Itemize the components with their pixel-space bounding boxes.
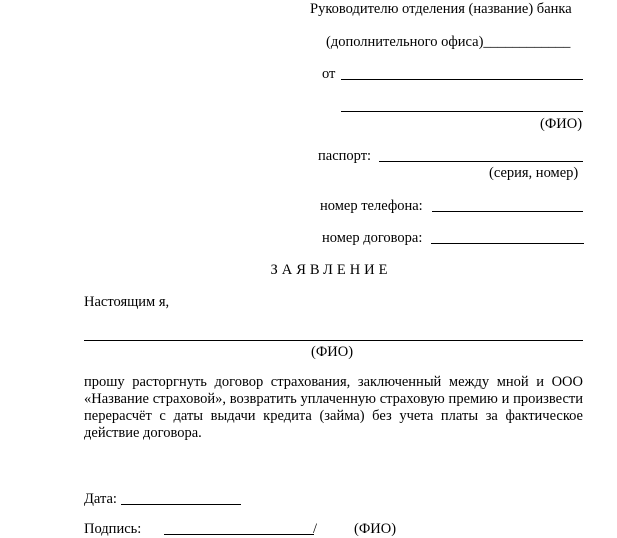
applicant-name-field[interactable] bbox=[341, 111, 583, 112]
contract-label: номер договора: bbox=[322, 230, 423, 246]
office-label: (дополнительного офиса) bbox=[326, 34, 484, 50]
contract-field[interactable] bbox=[431, 243, 584, 244]
passport-line bbox=[318, 147, 371, 165]
fio-hint-body: (ФИО) bbox=[311, 344, 354, 360]
passport-field[interactable] bbox=[379, 161, 583, 162]
signature-line bbox=[84, 520, 397, 538]
signature-fio-hint: (ФИО) bbox=[354, 521, 397, 537]
date-label: Дата: bbox=[84, 491, 117, 507]
date-field[interactable] bbox=[121, 504, 241, 505]
signature-label: Подпись: bbox=[84, 521, 142, 537]
intro-text: Настоящим я, bbox=[84, 294, 170, 310]
from-line bbox=[322, 65, 335, 83]
request-paragraph: прошу расторгнуть договор страхования, заключенный между мной и ООО «Название страховой», возвратить уплаченную страховую премию и произвести перерасчёт с даты выдачи кредита (займа) без учета платы за фактическое действие договора. bbox=[84, 374, 583, 441]
phone-field[interactable] bbox=[432, 211, 583, 212]
date-line bbox=[84, 490, 117, 508]
addressee-line: Руководителю отделения (название) банка bbox=[310, 1, 572, 17]
contract-line bbox=[322, 229, 422, 247]
document-title: ЗАЯВЛЕНИЕ bbox=[270, 262, 392, 278]
body-fio-field[interactable] bbox=[84, 340, 583, 341]
phone-line bbox=[320, 197, 423, 215]
office-field[interactable]: ____________ bbox=[483, 34, 571, 50]
from-field[interactable] bbox=[341, 79, 583, 80]
signature-field[interactable] bbox=[164, 534, 314, 535]
passport-hint: (серия, номер) bbox=[489, 165, 579, 181]
from-label: от bbox=[322, 66, 336, 82]
fio-hint-header: (ФИО) bbox=[540, 116, 583, 132]
signature-slash: / bbox=[313, 521, 318, 537]
passport-label: паспорт: bbox=[318, 148, 372, 164]
phone-label: номер телефона: bbox=[320, 198, 423, 214]
office-line bbox=[326, 33, 570, 51]
